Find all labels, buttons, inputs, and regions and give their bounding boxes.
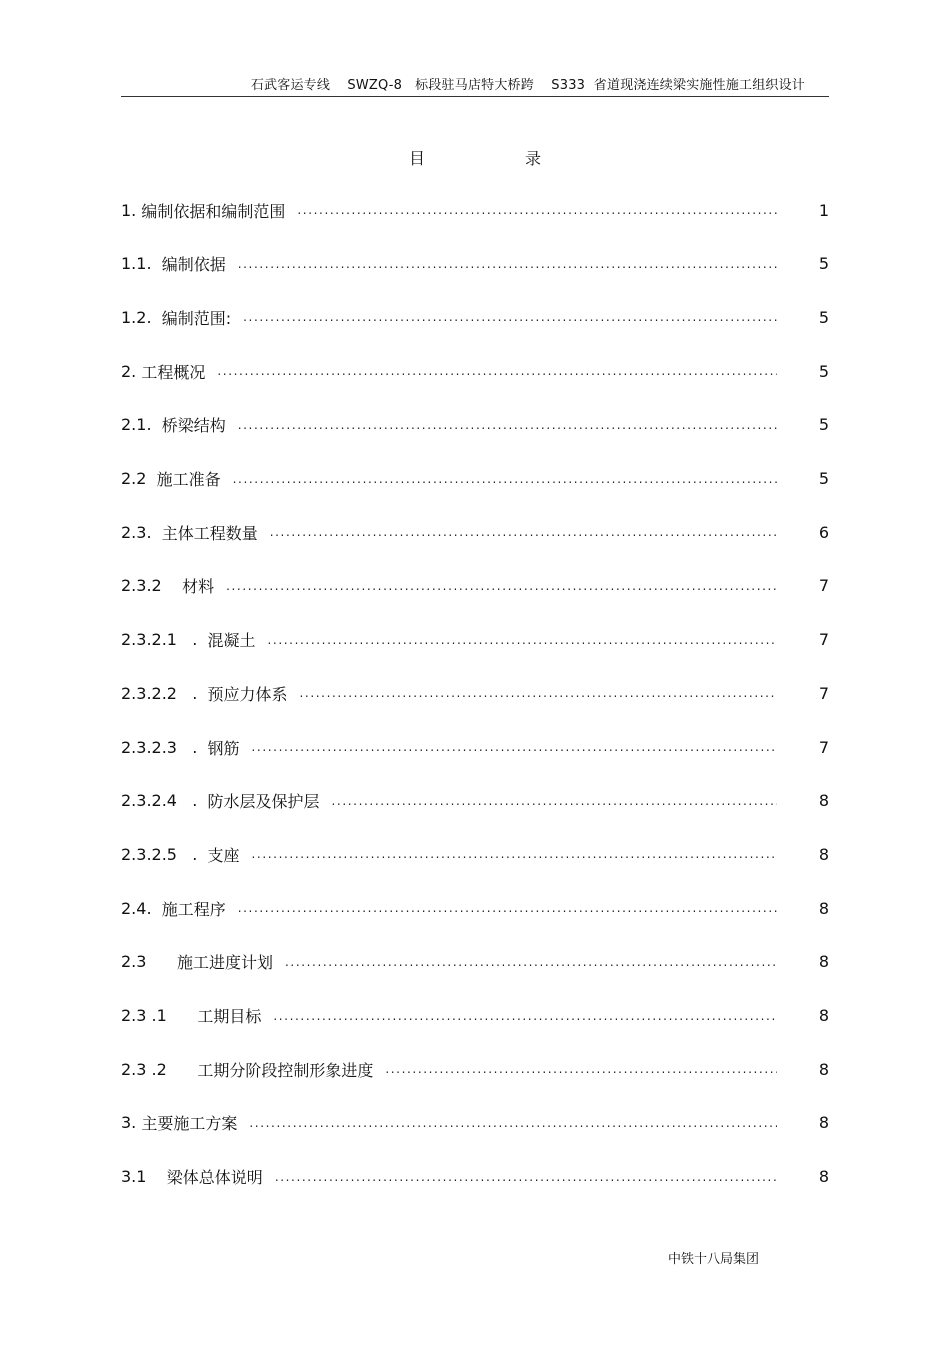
toc-leader-dots	[297, 203, 777, 217]
toc-entry-page: 8	[818, 952, 829, 972]
toc-entry-number: 2.3.2.5 .	[121, 844, 208, 864]
toc-entry[interactable]	[121, 519, 829, 545]
toc-entry[interactable]	[121, 680, 829, 706]
toc-entry[interactable]	[121, 573, 829, 599]
toc-leader-dots	[252, 847, 777, 861]
page-footer: 中铁十八局集团	[668, 1252, 760, 1267]
toc-entry-number: 2.3.	[121, 522, 162, 542]
toc-leader-dots	[233, 472, 777, 486]
toc-entry-number: 1.2.	[121, 307, 162, 327]
toc-entry-label: 防水层及保护层	[207, 792, 320, 812]
toc-leader-dots	[300, 686, 777, 700]
toc-entry-label: 工期目标	[197, 1007, 262, 1026]
toc-leader-dots	[385, 1062, 777, 1076]
toc-title-left: 目	[408, 149, 425, 168]
toc-entry-label: 编制依据	[161, 255, 226, 275]
toc-entry[interactable]	[121, 412, 829, 438]
toc-leader-dots	[238, 901, 777, 915]
toc-title-right: 录	[525, 149, 542, 168]
toc-entry[interactable]	[121, 895, 829, 921]
toc-entry-number: 2.	[121, 361, 142, 381]
toc-entry-label: 材料	[182, 577, 215, 597]
toc-entry-number: 2.3.2.2 .	[121, 683, 208, 703]
toc-entry-number: 2.3	[121, 952, 177, 972]
toc-title	[0, 146, 950, 169]
toc-entry[interactable]	[121, 734, 829, 760]
toc-entry-label: 编制范围:	[161, 308, 232, 328]
toc-entry[interactable]	[121, 1056, 829, 1082]
toc-leader-dots	[285, 955, 777, 969]
toc-leader-dots	[217, 364, 777, 378]
toc-entry-label: 工程概况	[141, 362, 206, 382]
toc-entry-label: 钢筋	[207, 738, 240, 758]
toc-entry-number: 2.3 .1	[121, 1006, 198, 1025]
toc-entry-label: 预应力体系	[207, 684, 288, 704]
toc-entry[interactable]	[121, 1110, 829, 1136]
toc-entry[interactable]	[121, 627, 829, 653]
toc-entry-page: 8	[818, 791, 829, 811]
toc-leader-dots	[249, 1116, 777, 1130]
toc-entry[interactable]	[121, 841, 829, 867]
toc-entry-number: 3.	[121, 1113, 142, 1133]
toc-entry-page: 8	[818, 1006, 829, 1025]
toc-entry-label: 工期分阶段控制形象进度	[197, 1060, 374, 1080]
header-title: 石武客运专线 SWZQ-8 标段驻马店特大桥跨 S333 省道现浇连续梁实施性施工组织设计	[250, 78, 805, 93]
toc-entry-page: 7	[818, 630, 829, 650]
toc-entry-page: 8	[818, 844, 829, 864]
toc-entry-page: 8	[818, 1167, 829, 1187]
toc-entry[interactable]	[121, 251, 829, 277]
toc-entry-label: 施工准备	[156, 470, 221, 489]
toc-entry-number: 2.3 .2	[121, 1059, 198, 1079]
toc-leader-dots	[275, 1170, 777, 1184]
toc-entry-number: 2.2	[121, 469, 157, 488]
toc-entry[interactable]	[121, 304, 829, 330]
toc-entry-number: 2.3.2.1 .	[121, 630, 208, 650]
toc-entry-number: 3.1	[121, 1167, 167, 1187]
toc-entry-number: 2.3.2.3 .	[121, 737, 208, 757]
toc-entry-number: 2.3.2	[121, 576, 183, 596]
toc-leader-dots	[268, 633, 777, 647]
toc-entry-page: 5	[818, 361, 829, 381]
toc-entry[interactable]	[121, 1164, 829, 1190]
toc-entry[interactable]	[121, 1003, 829, 1029]
toc-entry-label: 混凝土	[207, 631, 256, 651]
toc-entry-label: 梁体总体说明	[166, 1168, 263, 1188]
toc-entry-page: 7	[818, 576, 829, 596]
toc-entry[interactable]	[121, 949, 829, 975]
toc-entry-label: 施工进度计划	[176, 953, 273, 973]
toc-entry-page: 5	[818, 469, 829, 488]
toc-entry-label: 桥梁结构	[161, 416, 226, 436]
toc-entry-page: 8	[818, 898, 829, 918]
toc-entry[interactable]	[121, 197, 829, 223]
toc-entry-label: 主要施工方案	[141, 1114, 238, 1134]
toc-leader-dots	[243, 310, 777, 324]
toc-leader-dots	[238, 257, 777, 271]
toc-entry-number: 1.	[121, 200, 142, 220]
toc-leader-dots	[252, 740, 777, 754]
toc-entry-page: 5	[818, 307, 829, 327]
toc-entry[interactable]	[121, 358, 829, 384]
toc-entry-page: 8	[818, 1113, 829, 1133]
toc-entry-page: 7	[818, 737, 829, 757]
toc-entry-number: 1.1.	[121, 254, 162, 274]
toc-entry-page: 5	[818, 254, 829, 274]
toc-leader-dots	[332, 794, 777, 808]
toc-leader-dots	[270, 525, 777, 539]
toc-entry-page: 5	[818, 415, 829, 435]
toc-entry[interactable]	[121, 788, 829, 814]
toc-entry[interactable]	[121, 466, 829, 492]
toc-entry-page: 8	[818, 1059, 829, 1079]
toc-entry-label: 施工程序	[161, 899, 226, 919]
toc-entry-number: 2.4.	[121, 898, 162, 918]
toc-entry-label: 支座	[207, 845, 240, 865]
toc-entry-label: 主体工程数量	[161, 523, 258, 543]
toc-entry-label: 编制依据和编制范围	[141, 201, 286, 221]
toc-entry-number: 2.1.	[121, 415, 162, 435]
toc-leader-dots	[226, 579, 777, 593]
toc-entry-page: 6	[818, 522, 829, 542]
toc-entry-page: 7	[818, 683, 829, 703]
toc-entry-number: 2.3.2.4 .	[121, 791, 208, 811]
toc-leader-dots	[238, 418, 777, 432]
toc-entry-page: 1	[818, 200, 829, 220]
toc-leader-dots	[273, 1009, 777, 1023]
page-header	[121, 74, 829, 97]
